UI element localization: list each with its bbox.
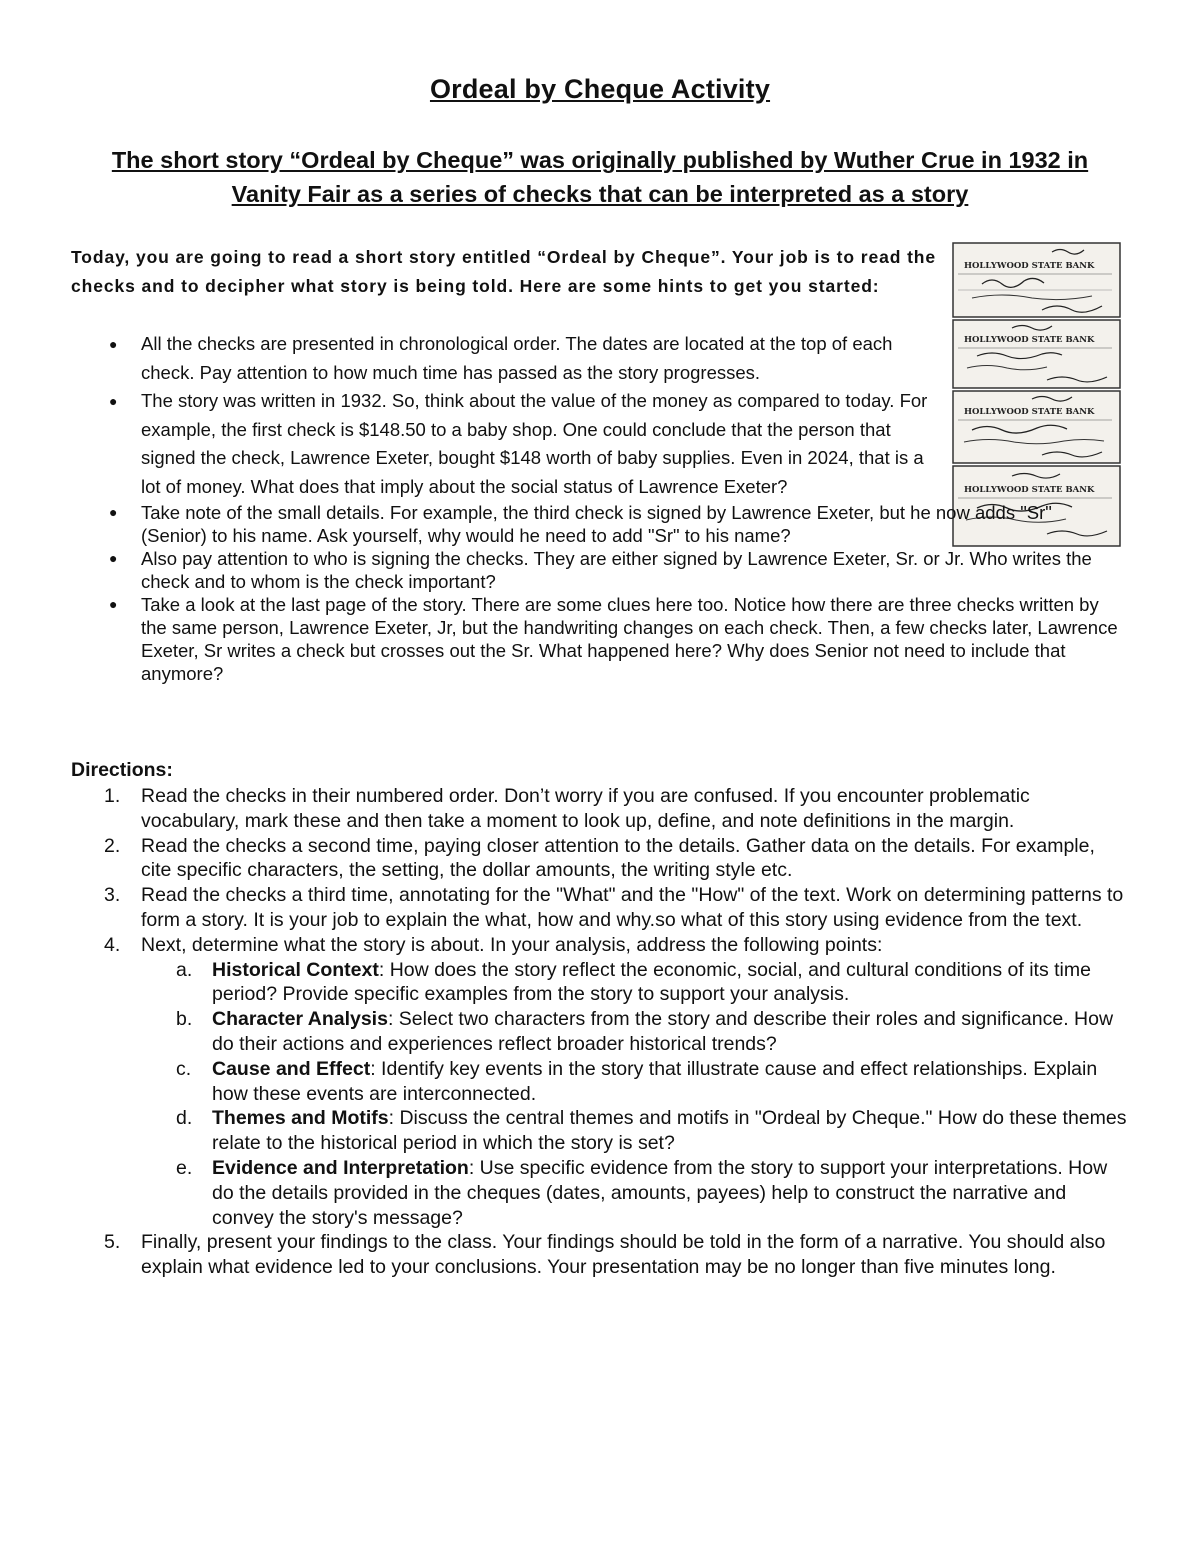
step-text: Read the checks a second time, paying closer attention to the details. Gather data on the details. For example, cite specific characters, the setting, the dollar amounts, the writing style etc. — [141, 834, 1095, 882]
analysis-point — [141, 1007, 1130, 1057]
point-text: : How does the story reflect the economic, social, and cultural conditions of its time period? Provide specific examples from the story to support your analysis. — [212, 958, 1091, 1006]
directions-list — [70, 784, 1130, 1280]
direction-step — [70, 883, 1130, 933]
point-text: : Discuss the central themes and motifs in "Ordeal by Cheque." How do these themes relate to the historical period in which the story is set? — [212, 1107, 1127, 1155]
point-term: Evidence and Interpretation — [212, 1156, 469, 1179]
cheque-2-bank-name: HOLLYWOOD STATE BANK — [964, 335, 1095, 345]
hint-text: Take note of the small details. For example, the third check is signed by Lawrence Exeter, but he now adds "Sr" (Senior) to his name. Ask yourself, why would he need to add "Sr" to his name? — [141, 502, 1052, 546]
hint-item — [70, 501, 1120, 547]
point-letter: e. — [176, 1156, 193, 1179]
point-term: Cause and Effect — [212, 1057, 371, 1080]
point-term: Historical Context — [212, 958, 379, 981]
point-term: Character Analysis — [212, 1008, 388, 1031]
directions-heading: Directions: — [71, 759, 173, 781]
step-number: 2. — [104, 834, 121, 857]
analysis-point — [141, 1156, 1130, 1230]
hint-text: All the checks are presented in chronological order. The dates are located at the top of each check. Pay attention to how much time has passed as the story progresses. — [141, 333, 893, 383]
hint-text: The story was written in 1932. So, think about the value of the money as compared to today. For example, the first check is $148.50 to a baby shop. One could conclude that the person that signed the check, Lawrence Exeter, bought $148 worth of baby supplies. Even in 2024, that is a lot of money. What does that imply about the social status of Lawrence Exeter? — [141, 390, 928, 497]
point-term: Themes and Motifs — [212, 1107, 389, 1130]
step-number: 4. — [104, 933, 121, 956]
page-subtitle: The short story “Ordeal by Cheque” was originally published by Wuther Crue in 1932 in Vanity Fair as a series of checks that can be interpreted as a story — [111, 147, 1089, 207]
direction-step — [70, 834, 1130, 884]
analysis-point — [141, 1057, 1130, 1107]
point-text: : Identify key events in the story that illustrate cause and effect relationships. Explain how these events are interconnected. — [212, 1057, 1098, 1105]
step-text: Read the checks a third time, annotating for the "What" and the "How" of the text. Work on determining patterns to form a story. It is your job to explain the what, how and why.so what of this story using evidence from the text. — [141, 884, 1124, 931]
cheque-1-bank-name: HOLLYWOOD STATE BANK — [964, 261, 1095, 271]
hint-item — [70, 593, 1120, 685]
intro-paragraph: Today, you are going to read a short story entitled “Ordeal by Cheque”. Your job is to read the checks and to decipher what story is being told. Here are some hints to get you started: — [71, 247, 937, 296]
point-letter: d. — [176, 1107, 193, 1130]
step-text: Next, determine what the story is about. In your analysis, address the following points: — [141, 933, 883, 956]
direction-step — [70, 933, 1130, 1231]
hints-list — [70, 330, 1120, 685]
point-letter: a. — [176, 958, 193, 981]
point-text: : Select two characters from the story and describe their roles and significance. How do their actions and experiences reflect broader historical trends? — [212, 1008, 1114, 1055]
point-letter: b. — [176, 1008, 193, 1031]
direction-step — [70, 784, 1130, 834]
bullet-icon: ● — [109, 596, 118, 612]
step-number: 1. — [104, 785, 121, 807]
analysis-points-list — [141, 958, 1130, 1231]
step-number: 5. — [104, 1231, 121, 1254]
cheque-4-bank-name: HOLLYWOOD STATE BANK — [964, 485, 1095, 495]
step-text: Read the checks in their numbered order. Don’t worry if you are confused. If you encounter problematic vocabulary, mark these and then take a moment to look up, define, and note definitions in the margin. — [141, 785, 1030, 832]
analysis-point — [141, 958, 1130, 1008]
hint-item — [70, 547, 1120, 593]
step-number: 3. — [104, 884, 121, 907]
direction-step — [70, 1230, 1130, 1280]
cheque-1 — [953, 243, 1120, 317]
hint-item — [70, 330, 941, 387]
cheque-3-bank-name: HOLLYWOOD STATE BANK — [964, 407, 1095, 417]
hint-text: Take a look at the last page of the story. There are some clues here too. Notice how there are three checks written by the same person, Lawrence Exeter, Jr, but the handwriting changes on each check. Then, a few checks later, Lawrence Exeter, Sr writes a check but crosses out the Sr. What happened here? Why does Senior not need to include that anymore? — [141, 594, 1118, 684]
step-text: Finally, present your findings to the class. Your findings should be told in the form of a narrative. You should also explain what evidence led to your conclusions. Your presentation may be no longer than five minutes long. — [141, 1231, 1106, 1279]
point-text: : Use specific evidence from the story to support your interpretations. How do the details provided in the cheques (dates, amounts, payees) help to construct the narrative and convey the story's message? — [212, 1156, 1108, 1229]
hint-item — [70, 387, 941, 501]
bullet-icon: ● — [109, 504, 118, 520]
bullet-icon: ● — [109, 550, 118, 566]
bullet-icon: ● — [109, 393, 118, 409]
bullet-icon: ● — [109, 336, 118, 352]
page-title: Ordeal by Cheque Activity — [429, 74, 771, 104]
analysis-point — [141, 1106, 1130, 1156]
point-letter: c. — [176, 1057, 192, 1080]
hint-text: Also pay attention to who is signing the checks. They are either signed by Lawrence Exeter, Sr. or Jr. Who writes the check and to whom is the check important? — [141, 548, 1092, 592]
